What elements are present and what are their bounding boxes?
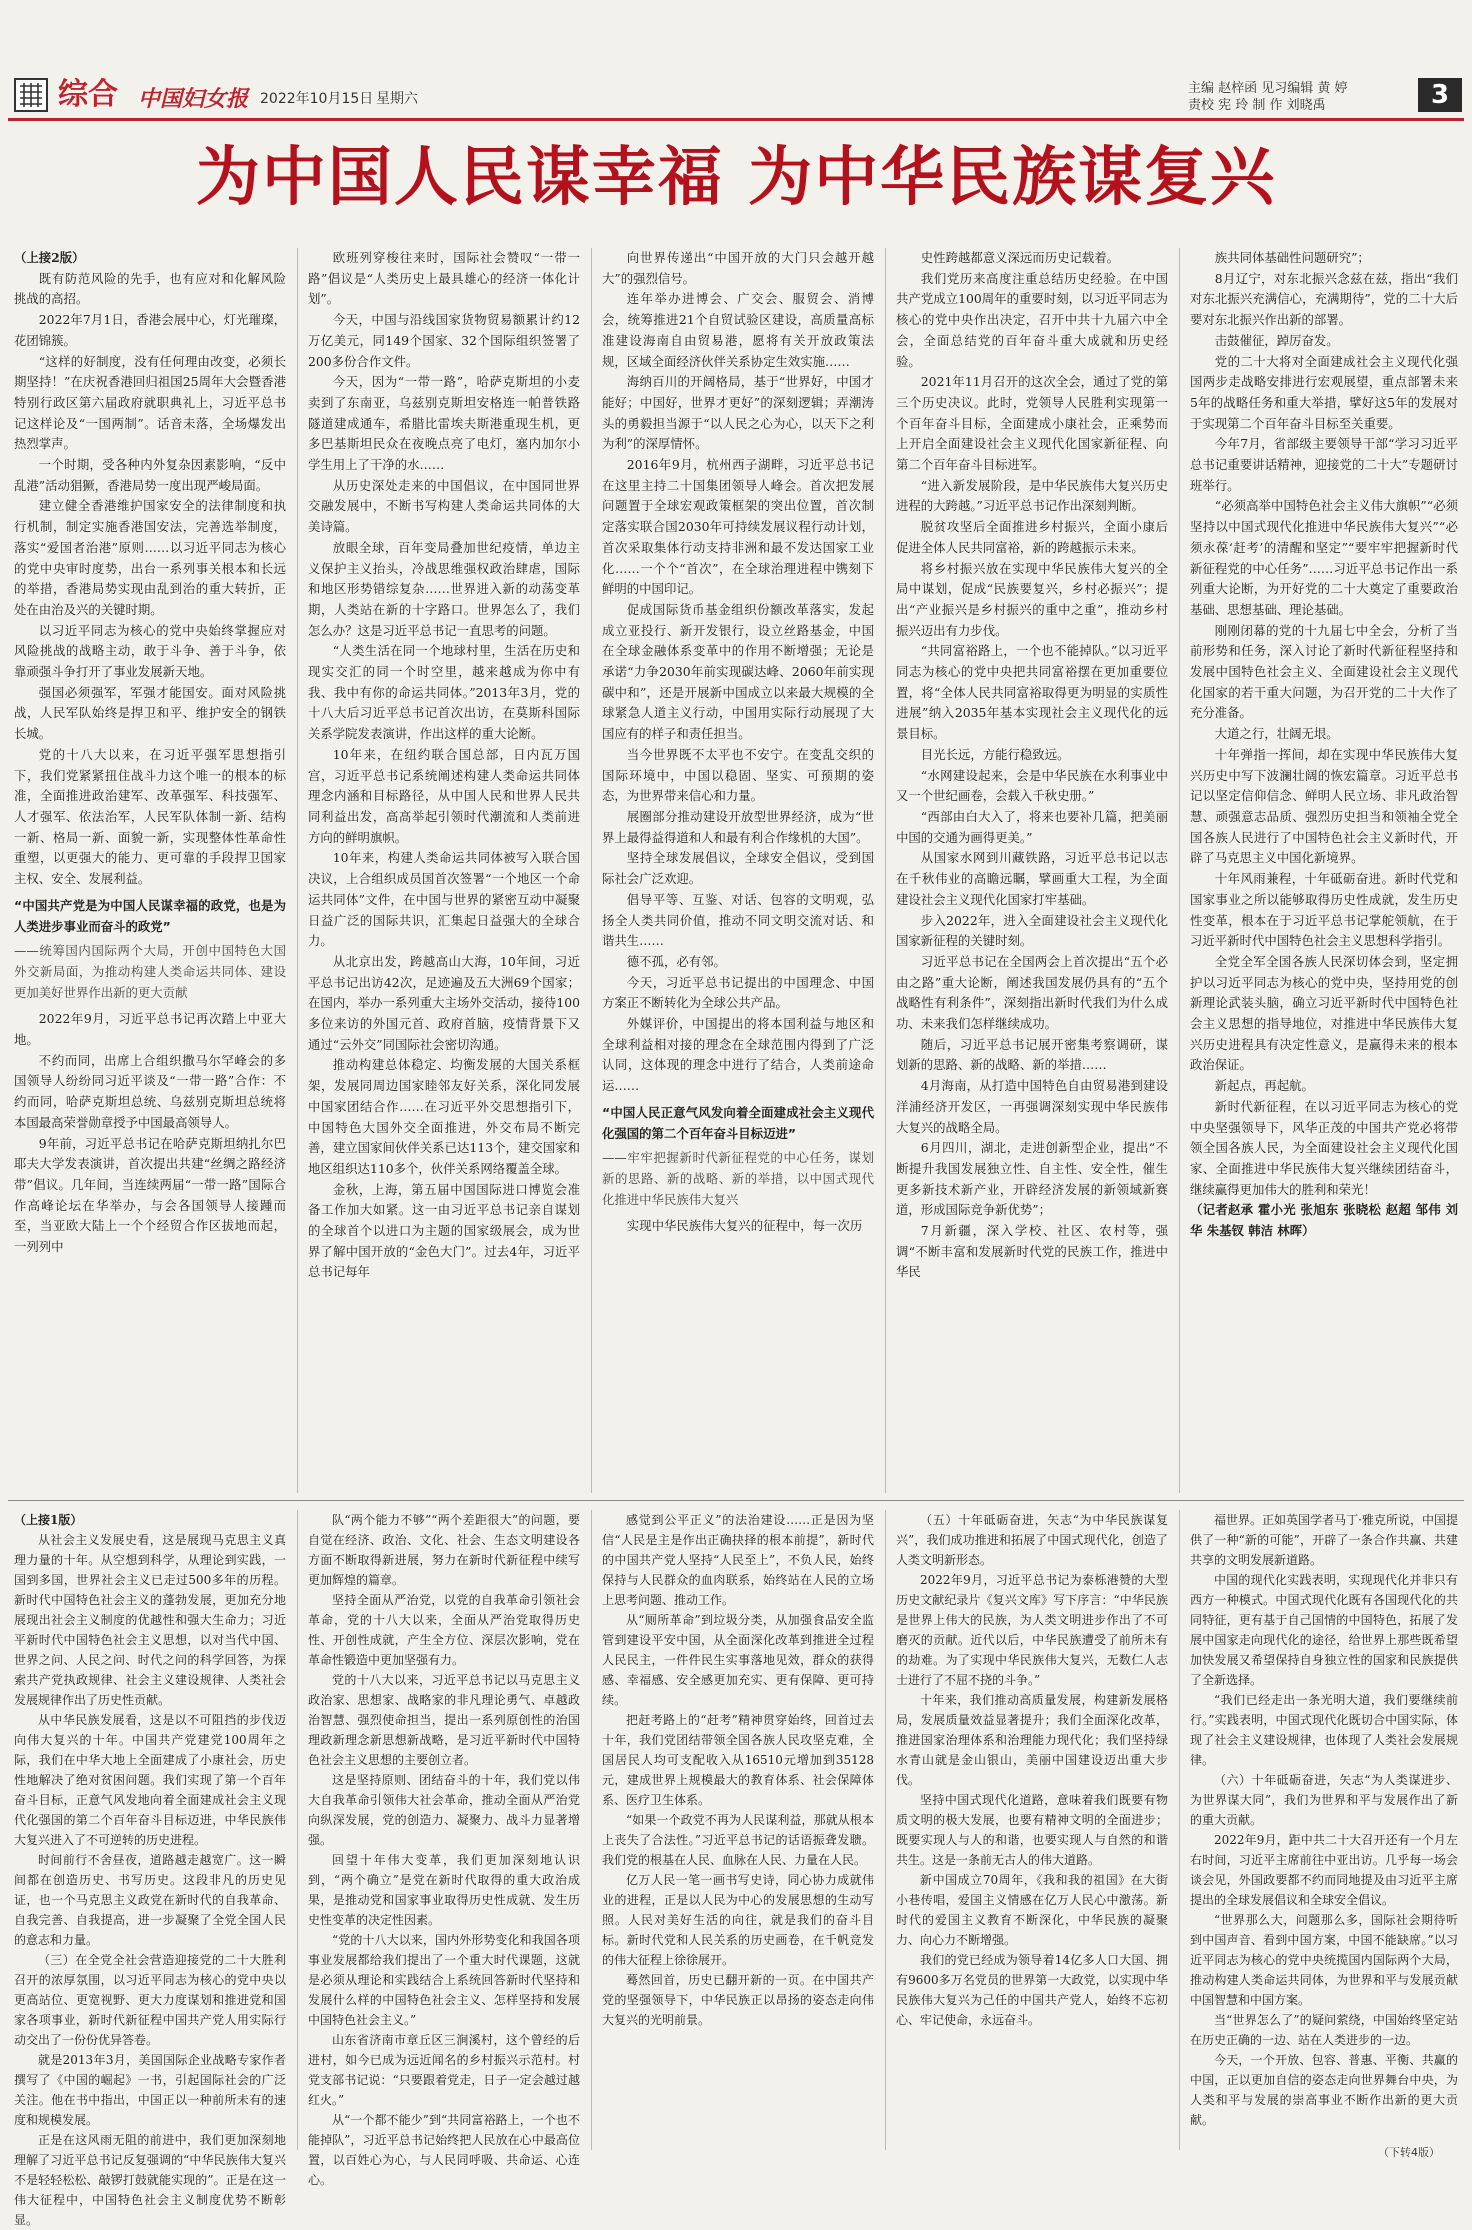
column-divider [885,1510,886,2150]
paragraph: 金秋，上海，第五届中国国际进口博览会准备工作加大如紧。这一由习近平总书记亲自谋划的全球首个以进口为主题的国家级展会，成为世界了解中国开放的“金色大门”。过去4年，习近平总书记每年 [308,1181,580,1280]
masthead [0,0,1472,118]
paragraph: “如果一个政党不再为人民谋利益，那就从根本上丧失了合法性。”习近平总书记的话语振聋发聩。我们党的根基在人民、血脉在人民、力量在人民。 [602,1813,874,1867]
continuation-note: （上接2版） [14,250,85,265]
paragraph: 十年来，我们推动高质量发展，构建新发展格局，发展质量效益显著提升；我们全面深化改革，推进国家治理体系和治理能力现代化；我们坚持绿水青山就是金山银山，美丽中国建设迈出重大步伐。 [896,1693,1168,1787]
reporter-byline: （记者赵承 霍小光 张旭东 张晓松 赵超 邹伟 刘华 朱基钗 韩洁 林晖） [1190,1202,1458,1239]
column-divider [297,248,298,1493]
article-column [308,1510,580,2187]
article-column [602,248,874,1493]
paragraph: “西部由白大入了，将来也要补几篇，把美丽中国的交通为画得更美。” [896,808,1168,845]
credit-line: 主编 赵梓函 见习编辑 黄 婷 [1188,81,1348,96]
main-headline: 为中国人民谋幸福 为中华民族谋复兴 [195,141,1277,215]
paragraph: 中国的现代化实践表明，实现现代化并非只有西方一种模式。中国式现代化既有各国现代化的共同特征，更有基于自己国情的中国特色，拓展了发展中国家走向现代化的途径，给世界上那些既希望加快发展又希望保持自身独立性的国家和民族提供了全新选择。 [1190,1573,1458,1687]
paragraph: 习近平总书记在全国两会上首次提出“五个必由之路”重大论断，阐述我国发展仍具有的“五个战略性有利条件”，深刻指出新时代我们为什么成功、未来我们怎样继续成功。 [896,953,1168,1032]
section-divider [8,1500,1464,1501]
paragraph: 从中华民族发展看，这是以不可阻挡的步伐迈向伟大复兴的十年。中国共产党建党100周年之际，我们在中华大地上全面建成了小康社会，历史性地解决了绝对贫困问题。我们实现了第一个百年奋斗目标，正意气风发地向着全面建成社会主义现代化强国的第二个百年奋斗目标迈进，中华民族伟大复兴进入了不可逆转的历史进程。 [14,1713,286,1847]
column-divider [1179,248,1180,1493]
column-divider [591,1510,592,2150]
paragraph: 党的二十大将对全面建成社会主义现代化强国两步走战略安排进行宏观展望，重点部署未来5年的战略任务和重大举措，擘好这5年的发展对于实现第二个百年奋斗目标至关重要。 [1190,353,1458,431]
subheading: “中国共产党是为中国人民谋幸福的政党，也是为人类进步事业而奋斗的政党” [14,897,286,934]
paragraph: “世界那么大，问题那么多，国际社会期待听到中国声音、看到中国方案，中国不能缺席。”以习近平同志为核心的党中央统揽国内国际两个大局，推动构建人类命运共同体，为世界和平与发展贡献中国智慧和中国方案。 [1190,1913,1458,2007]
paragraph: 当今世界既不太平也不安宁。在变乱交织的国际环境中，中国以稳固、坚实、可预期的姿态，为世界带来信心和力量。 [602,746,874,804]
paragraph: 这是坚持原则、团结奋斗的十年，我们党以伟大自我革命引领伟大社会革命，推动全面从严治党向纵深发展，党的创造力、凝聚力、战斗力显著增强。 [308,1773,580,1847]
paragraph: 既有防范风险的先手，也有应对和化解风险挑战的高招。 [14,270,286,307]
paragraph: 欧班列穿梭往来时，国际社会赞叹“一带一路”倡议是“人类历史上最具雄心的经济一体化计划”。 [308,250,580,307]
paragraph: 史性跨越都意义深远而历史记载着。 [920,250,1120,265]
paragraph: 从社会主义发展史看，这是展现马克思主义真理力量的十年。从空想到科学，从理论到实践，一国到多国，世界社会主义已走过500多年的历程。新时代中国特色社会主义的蓬勃发展，更加充分地展现出社会主义制度的优越性和强大生命力；习近平新时代中国特色社会主义思想，以对当代中国、世界之问、人民之问、时代之问的科学回答，为探索共产党执政规律、社会主义建设规律、人类社会发展规律作出了历史性贡献。 [14,1533,286,1707]
subheading-lead: ——统筹国内国际两个大局，开创中国特色大国外交新局面，为推动构建人类命运共同体、建设更加美好世界作出新的更大贡献 [14,943,286,1000]
masthead-rule [8,118,1464,121]
paper-seal-icon [14,78,48,112]
paragraph: 连年举办进博会、广交会、服贸会、消博会，统筹推进21个自贸试验区建设，高质量高标准建设海南自由贸易港，愿将有关开放政策法规，区域全面经济伙伴关系协定生效实施…… [602,291,874,369]
paragraph: 回望十年伟大变革，我们更加深刻地认识到，“两个确立”是党在新时代取得的重大政治成果，是推动党和国家事业取得历史性成就、发生历史性变革的决定性因素。 [308,1853,580,1927]
paragraph: 党的十八大以来，习近平总书记以马克思主义政治家、思想家、战略家的非凡理论勇气、卓越政治智慧、强烈使命担当，提出一系列原创性的治国理政新理念新思想新战略，是习近平新时代中国特色社会主义思想的主要创立者。 [308,1673,580,1767]
article-column [896,1510,1168,2150]
paragraph: 全党全军全国各族人民深切体会到，坚定拥护以习近平同志为核心的党中央，坚持用党的创新理论武装头脑，确立习近平新时代中国特色社会主义思想的指导地位，对推进中华民族伟大复兴历史进程具有决定性意义，是赢得未来的根本政治保证。 [1190,953,1458,1073]
paragraph: 今天，一个开放、包容、普惠、平衡、共赢的中国，正以更加自信的姿态走向世界舞台中央，为人类和平与发展的崇高事业不断作出新的更大贡献。 [1190,2053,1458,2127]
paragraph: 向世界传递出“中国开放的大门只会越开越大”的强烈信号。 [602,250,874,286]
issue-weekday: 星期六 [376,91,418,107]
paragraph: 促成国际货币基金组织份额改革落实，发起成立亚投行、新开发银行，设立丝路基金，中国在全球金融体系变革中的作用不断增强；无论是承诺“力争2030年前实现碳达峰、2060年前实现碳中和”，还是开展新中国成立以来最大规模的全球紧急人道主义行动，中国用实际行动展现了大国应有的样子和责任担当。 [602,601,874,742]
paragraph: “必须高举中国特色社会主义伟大旗帜”“必须坚持以中国式现代化推进中华民族伟大复兴”“必须永葆‘赶考’的清醒和坚定”“要牢牢把握新时代新征程党的中心任务”……习近平总书记作出一系列重大论断，为开好党的二十大奠定了重要政治基础、思想基础、理论基础。 [1190,498,1458,617]
paragraph: 今天，习近平总书记提出的中国理念、中国方案正不断转化为全球公共产品。 [602,974,874,1011]
paragraph: 倡导平等、互鉴、对话、包容的文明观，弘扬全人类共同价值，推动不同文明交流对话、和谐共生…… [602,891,874,949]
paragraph: 击鼓催征，踔厉奋发。 [1214,332,1339,348]
paragraph: “这样的好制度，没有任何理由改变，必须长期坚持！”在庆祝香港回归祖国25周年大会暨香港特别行政区第六届政府就职典礼上，习近平总书记这样论及“一国两制”。话音未落，全场爆发出热烈掌声。 [14,353,286,452]
paragraph: 2022年9月，习近平总书记再次踏上中亚大地。 [14,1011,286,1048]
paragraph: （三）在全党全社会营造迎接党的二十大胜利召开的浓厚氛围，以习近平同志为核心的党中央以更高站位、更宽视野、更大力度谋划和推进党和国家各项事业，新时代新征程中国共产党人用实际行动交出了一份份优异答卷。 [14,1953,286,2047]
paragraph: 队“两个能力不够”“两个差距很大”的问题，要自觉在经济、政治、文化、社会、生态文明建设各方面不断取得新进展，努力在新时代新征程中续写更加辉煌的篇章。 [308,1513,580,1587]
credit-line: 责校 宪 玲 制 作 刘晓禹 [1188,98,1326,113]
paragraph: 海纳百川的开阔格局，基于“世界好，中国才能好；中国好，世界才更好”的深刻逻辑；弄潮涛头的勇毅担当源于“以人民之心为心，以天下之利为利”的深厚情怀。 [602,374,874,452]
continuation-note: （上接1版） [14,1513,83,1527]
paragraph: 6月四川，湖北，走进创新型企业，提出“不断提升我国发展独立性、自主性、安全性，催生更多新技术新产业，开辟经济发展的新领域新赛道，形成国际竞争新优势”； [896,1140,1168,1218]
paragraph: 从“厕所革命”到垃圾分类，从加强食品安全监管到建设平安中国，从全面深化改革到推进全过程人民民主，一件件民生实事落地见效，群众的获得感、幸福感、安全感更加充实、更有保障、更可持续。 [602,1613,874,1707]
paragraph: 大道之行，壮阔无垠。 [1214,726,1339,742]
paragraph: （六）十年砥砺奋进，矢志“为人类谋进步、为世界谋大同”，我们为世界和平与发展作出了新的重大贡献。 [1190,1773,1458,1827]
paragraph: “进入新发展阶段，是中华民族伟大复兴历史进程的大跨越。”习近平总书记作出深刻判断。 [896,477,1168,514]
paragraph: 建立健全香港维护国家安全的法律制度和执行机制，制定实施香港国安法，完善选举制度，落实“爱国者治港”原则……以习近平同志为核心的党中央审时度势，出台一系列事关根本和长远的举措，香港局势实现由乱到治的重大转折，正处在由治及兴的关键时期。 [14,498,286,617]
paragraph: 强国必须强军，军强才能国安。面对风险挑战，人民军队始终是捍卫和平、维护安全的钢铁长城。 [14,684,286,742]
column-divider [1179,1510,1180,2150]
paragraph: （五）十年砥砺奋进，矢志“为中华民族谋复兴”，我们成功推进和拓展了中国式现代化，创造了人类文明新形态。 [896,1513,1168,1567]
paragraph: 我们的党已经成为领导着14亿多人口大国、拥有9600多万名党员的世界第一大政党，以实现中华民族伟大复兴为己任的中国共产党人，始终不忘初心、牢记使命，永远奋斗。 [896,1953,1168,2027]
paragraph: 今天，因为“一带一路”，哈萨克斯坦的小麦卖到了东南亚，乌兹别克斯坦安格连一帕普铁路隧道建成通车，希腊比雷埃夫斯港重现生机，更多巴基斯坦民众在夜晚点亮了电灯，塞内加尔小学生用上了干净的水…… [308,374,580,473]
section-name: 综合 [58,77,118,112]
page-number: 3 [1418,78,1462,112]
paragraph: 4月海南，从打造中国特色自由贸易港到建设洋浦经济开发区，一再强调深刻实现中华民族伟大复兴的战略全局。 [896,1078,1168,1135]
paragraph: 2021年11月召开的这次全会，通过了党的第三个历史决议。此时，党领导人民胜利实现第一个百年奋斗目标，全面建成小康社会，正乘势而上开启全面建设社会主义现代化国家新征程、向第二个百年奋斗目标进军。 [896,374,1168,473]
paragraph: 当“世界怎么了”的疑问萦绕，中国始终坚定站在历史正确的一边、站在人类进步的一边。 [1190,2013,1458,2047]
paragraph: 族共同体基础性问题研究”； [1214,250,1370,265]
editorial-credits [1188,80,1348,114]
paragraph: 蓦然回首，历史已翻开新的一页。在中国共产党的坚强领导下，中华民族正以昂扬的姿态走向伟大复兴的光明前景。 [602,1973,874,2027]
paragraph: 从北京出发，跨越高山大海，10年间，习近平总书记出访42次，足迹遍及五大洲69个国家；在国内，举办一系列重大主场外交活动，接待100多位来访的外国元首、政府首脑，疫情背景下又通过“云外交”同国际社会密切沟通。 [308,953,580,1052]
paragraph: 目光长远，方能行稳致远。 [920,746,1070,762]
paragraph: 今天，中国与沿线国家货物贸易额累计约12万亿美元，同149个国家、32个国际组织签署了200多份合作文件。 [308,312,580,369]
paragraph: 福世界。正如英国学者马丁·雅克所说，中国提供了一种“新的可能”，开辟了一条合作共赢、共建共享的文明发展新道路。 [1190,1513,1458,1567]
paragraph: 随后，习近平总书记展开密集考察调研，谋划新的思路、新的战略、新的举措…… [896,1036,1168,1073]
paragraph: 将乡村振兴放在实现中华民族伟大复兴的全局中谋划，促成“民族要复兴，乡村必振兴”；提出“产业振兴是乡村振兴的重中之重”，推动乡村振兴迈出有力步伐。 [896,560,1168,638]
paragraph: 不约而同，出席上合组织撒马尔罕峰会的多国领导人纷纷同习近平谈及“一带一路”合作：不约而同，哈萨克斯坦总统、乌兹别克斯坦总统将本国最高荣誉勋章授予中国最高领导人。 [14,1052,286,1130]
paragraph: 实现中华民族伟大复兴的征程中，每一次历 [626,1218,863,1234]
paragraph: 2022年7月1日，香港会展中心，灯光璀璨，花团锦簇。 [14,312,286,348]
paragraph: 德不孤，必有邻。 [626,953,726,969]
paragraph: 坚持全球发展倡议，全球安全倡议，受到国际社会广泛欢迎。 [602,850,874,887]
upper-article [14,248,1458,1493]
paragraph: 2016年9月，杭州西子湖畔，习近平总书记在这里主持二十国集团领导人峰会。首次把发展问题置于全球宏观政策框架的突出位置，首次制定落实联合国2030年可持续发展议程行动计划，首次采取集体行动支持非洲和最不发达国家工业化……一个个“首次”，在全球治理进程中镌刻下鲜明的中国印记。 [602,457,874,597]
paragraph: 山东省济南市章丘区三涧溪村，这个曾经的后进村，如今已成为远近闻名的乡村振兴示范村。村党支部书记说：“只要跟着党走，日子一定会越过越红火。” [308,2033,580,2107]
subheading-lead: ——牢牢把握新时代新征程党的中心任务，谋划新的思路、新的战略、新的举措，以中国式现代化推进中华民族伟大复兴 [602,1150,874,1207]
paragraph: 新起点，再起航。 [1214,1078,1314,1094]
paragraph: 新时代新征程，在以习近平同志为核心的党中央坚强领导下，风华正茂的中国共产党必将带领全国各族人民，为全面建设社会主义现代化国家、全面推进中华民族伟大复兴继续团结奋斗，继续赢得更加伟大的胜利和荣光！ [1190,1098,1458,1197]
paragraph: 7月新疆，深入学校、社区、农村等，强调“不断丰富和发展新时代党的民族工作，推进中华民 [896,1223,1168,1280]
paragraph: “水网建设起来，会是中华民族在水利事业中又一个世纪画卷，会载入千秋史册。” [896,767,1168,804]
paragraph: 刚刚闭幕的党的十九届七中全会，分析了当前形势和任务，深入讨论了新时代新征程坚持和发展中国特色社会主义、全面建设社会主义现代化国家的若干重大问题，为召开党的二十大作了充分准备。 [1190,622,1458,721]
paragraph: 推动构建总体稳定、均衡发展的大国关系框架，发展同周边国家睦邻友好关系，深化同发展中国家团结合作……在习近平外交思想指引下，中国特色大国外交全面推进，外交布局不断完善，建立国家间伙伴关系已达113个，建交国家和地区组织达110多个，伙伴关系网络覆盖全球。 [308,1057,580,1176]
column-divider [885,248,886,1493]
paragraph: 今年7月，省部级主要领导干部“学习习近平总书记重要讲话精神，迎接党的二十大”专题研讨班举行。 [1190,436,1458,493]
paragraph: 从“一个都不能少”到“共同富裕路上，一个也不能掉队”，习近平总书记始终把人民放在心中最高位置，以百姓心为心，与人民同呼吸、共命运、心连心。 [308,2113,580,2187]
article-column [1190,248,1458,1493]
paragraph: 8月辽宁，对东北振兴念兹在兹，指出“我们对东北振兴充满信心，充满期待”，党的二十大后要对东北振兴作出新的部署。 [1190,270,1458,328]
paragraph: 一个时期，受各种内外复杂因素影响，“反中乱港”活动猖獗，香港局势一度出现严峻局面。 [14,457,286,493]
paragraph: 我们党历来高度注重总结历史经验。在中国共产党成立100周年的重要时刻，以习近平同志为核心的党中央作出决定，召开中共十九届六中全会，全面总结党的百年奋斗重大成就和历史经验。 [896,270,1168,369]
paragraph: 亿万人民一笔一画书写史诗，同心协力成就伟业的进程，正是以人民为中心的发展思想的生动写照。人民对美好生活的向往，就是我们的奋斗目标。新时代党和人民关系的历史画卷，在千帆竞发的伟大征程上徐徐展开。 [602,1873,874,1967]
paragraph: 正是在这风雨无阻的前进中，我们更加深刻地理解了习近平总书记反复强调的“中华民族伟大复兴不是轻轻松松、敲锣打鼓就能实现的”。正是在这一伟大征程中，中国特色社会主义制度优势不断彰显。 [14,2133,286,2227]
paragraph: 十年弹指一挥间，却在实现中华民族伟大复兴历史中写下波澜壮阔的恢宏篇章。习近平总书记以坚定信仰信念、鲜明人民立场、非凡政治智慧、顽强意志品质、强烈历史担当和领袖全党全国各族人民进行了中国特色社会主义新时代，开辟了马克思主义中国化新境界。 [1190,746,1458,866]
paragraph: “共同富裕路上，一个也不能掉队。”以习近平同志为核心的党中央把共同富裕摆在更加重要位置，将“全体人民共同富裕取得更为明显的实质性进展”纳入2035年基本实现社会主义现代化的远景目标。 [896,643,1168,742]
paragraph: “我们已经走出一条光明大道，我们要继续前行。”实践表明，中国式现代化既切合中国实际，体现了社会主义建设规律，也体现了人类社会发展规律。 [1190,1693,1458,1767]
article-column [896,248,1168,1493]
paragraph: 2022年9月，习近平总书记为泰栎港赞的大型历史文献纪录片《复兴文库》写下序言：“中华民族是世界上伟大的民族，为人类文明进步作出了不可磨灭的贡献。近代以后，中华民族遭受了前所未有的劫难。为了实现中华民族伟大复兴，无数仁人志士进行了不屈不挠的斗争。” [896,1573,1168,1687]
paragraph: 以习近平同志为核心的党中央始终掌握应对风险挑战的战略主动，敢于斗争、善于斗争，依靠顽强斗争打开了事业发展新天地。 [14,622,286,680]
paragraph: 展圈部分推动建设开放型世界经济，成为“世界上最得益得道和人和最有利合作缘机的大国”。 [602,808,874,845]
paragraph: 步入2022年，进入全面建设社会主义现代化国家新征程的关键时刻。 [896,912,1168,949]
paragraph: 9年前，习近平总书记在哈萨克斯坦纳扎尔巴耶夫大学发表演讲，首次提出共建“丝绸之路经济带”倡议。几年间，当连续两届“一带一路”国际合作高峰论坛在华举办，与会各国领导人接踵而至，当亚欧大陆上一个个经贸合作区拔地而起，一列列中 [14,1135,286,1255]
article-column [14,1510,286,2227]
paragraph: 把赶考路上的“赶考”精神贯穿始终，回首过去十年，我们党团结带领全国各族人民攻坚克难，全国居民人均可支配收入从16510元增加到35128元，建成世界上规模最大的教育体系、社会保障体系、医疗卫生体系。 [602,1713,874,1807]
paragraph: 脱贫攻坚后全面推进乡村振兴，全面小康后促进全体人民共同富裕，新的跨越振示未来。 [896,519,1168,555]
paragraph: 10年来，构建人类命运共同体被写入联合国决议，上合组织成员国首次签署“一个地区一个命运共同体”文件，在中国与世界的紧密互动中凝聚日益广泛的国际共识，汇集起日益强大的全球合力。 [308,850,580,949]
paper-name: 中国妇女报 [138,86,249,112]
paragraph: 党的十八大以来，在习近平强军思想指引下，我们党紧紧扭住战斗力这个唯一的根本的标准，全面推进政治建军、改革强军、科技强军、人才强军、依法治军，人民军队体制一新、结构一新、格局一新、面貌一新，实现整体性革命性重塑，以更强大的能力、更可靠的手段捍卫国家主权、安全、发展利益。 [14,746,286,887]
paragraph: 2022年9月，距中共二十大召开还有一个月左右时间，习近平主席前往中亚出访。几乎每一场会谈会见，外国政要都不约而同地提及由习近平主席提出的全球发展倡议和全球安全倡议。 [1190,1833,1458,1907]
paragraph: “党的十八大以来，国内外形势变化和我国各项事业发展都给我们提出了一个重大时代课题，这就是必须从理论和实践结合上系统回答新时代坚持和发展什么样的中国特色社会主义、怎样坚持和发展中国特色社会主义。” [308,1933,580,2027]
column-divider [591,248,592,1493]
continued-on-note: （下转4版） [1378,2146,1440,2159]
paragraph: 从国家水网到川藏铁路，习近平总书记以志在千秋伟业的高瞻远瞩，擘画重大工程，为全面建设社会主义现代化国家打牢基础。 [896,850,1168,907]
article-column [308,248,580,1493]
column-divider [297,1510,298,2150]
paragraph: 感觉到公平正义”的法治建设……正是因为坚信“人民是主是作出正确抉择的根本前提”，新时代的中国共产党人坚持“人民至上”，不负人民，始终保持与人民群众的血肉联系，始终站在人民的立场上思考问题、推动工作。 [602,1513,874,1607]
paragraph: 新中国成立70周年，《我和我的祖国》在大街小巷传唱，爱国主义情感在亿万人民心中激荡。新时代的爱国主义教育不断深化，中华民族的凝聚力、向心力不断增强。 [896,1873,1168,1947]
article-column [602,1510,874,2150]
subheading: “中国人民正意气风发向着全面建成社会主义现代化强国的第二个百年奋斗目标迈进” [602,1104,874,1141]
paragraph: 十年风雨兼程，十年砥砺奋进。新时代党和国家事业之所以能够取得历史性成就，发生历史性变革，根本在于习近平总书记掌舵领航，在于习近平新时代中国特色社会主义思想科学指引。 [1190,871,1458,949]
article-column [1190,1510,1458,2150]
paragraph: 从历史深处走来的中国倡议，在中国同世界交融发展中，不断书写构建人类命运共同体的大美诗篇。 [308,477,580,535]
paragraph: 10年来，在纽约联合国总部，日内瓦万国宫，习近平总书记系统阐述构建人类命运共同体理念内涵和目标路径，从中国人民和世界人民共同利益出发，高高举起引领时代潮流和人类前进方向的鲜明旗帜。 [308,746,580,845]
paragraph: “人类生活在同一个地球村里，生活在历史和现实交汇的同一个时空里，越来越成为你中有我、我中有你的命运共同体。”2013年3月，党的十八大后习近平总书记首次出访，在莫斯科国际关系学院发表演讲，作出这样的重大论断。 [308,643,580,742]
article-column [14,248,286,1493]
issue-date: 2022年10月15日 [260,91,374,107]
paragraph: 坚持全面从严治党，以党的自我革命引领社会革命，党的十八大以来，全面从严治党取得历史性、开创性成就，产生全方位、深层次影响，党在革命性锻造中更加坚强有力。 [308,1593,580,1667]
paragraph: 外媒评价，中国提出的将本国利益与地区和全球利益相对接的理念在全球范围内得到了广泛认同，这体现的理念中进行了结合，人类前途命运…… [602,1016,874,1094]
paragraph: 就是2013年3月，美国国际企业战略专家作者撰写了《中国的崛起》一书，引起国际社会的广泛关注。他在书中指出，中国正以一种前所未有的速度和规模发展。 [14,2053,286,2127]
paragraph: 坚持中国式现代化道路，意味着我们既要有物质文明的极大发展，也要有精神文明的全面进步；既要实现人与人的和谐，也要实现人与自然的和谐共生。这是一条前无古人的伟大道路。 [896,1793,1168,1867]
paragraph: 时间前行不舍昼夜，道路越走越宽广。这一瞬间都在创造历史、书写历史。这段非凡的历史见证，也一个马克思主义政党在新时代的自我革命、自我完善、自我提高，进一步凝聚了全党全国人民的意志和力量。 [14,1853,286,1947]
paragraph: 放眼全球，百年变局叠加世纪疫情，单边主义保护主义抬头，冷战思维强权政治肆虐，国际和地区形势错综复杂……世界进入新的动荡变革期，人类站在新的十字路口。世界怎么了，我们怎么办？这是习近平总书记一直思考的问题。 [308,539,580,638]
